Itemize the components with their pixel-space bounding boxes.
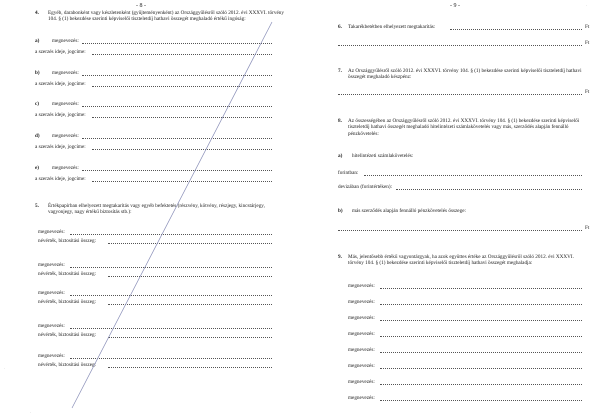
item-sub-label: névérték, biztosítási összeg:: [38, 362, 97, 368]
section-6-fill-line: [450, 29, 582, 30]
section-8b-fill-line: [338, 230, 582, 231]
item-letter: b): [35, 70, 40, 76]
fill-line: [380, 336, 582, 337]
item-label: megnevezés:: [52, 165, 79, 171]
item-label: megnevezés:: [348, 315, 375, 321]
fill-line: [380, 384, 582, 385]
item-label: megnevezés:: [38, 353, 65, 359]
section-7-number: 7.: [338, 68, 342, 74]
section-5-number: 5.: [35, 203, 39, 209]
item-label: megnevezés:: [52, 38, 79, 44]
fill-line: [380, 368, 582, 369]
page-number: - 9 -: [450, 3, 460, 9]
section-5-title: Értékpapírban elhelyezett megtakarítás vagy egyéb befektetés (részvény, kötvény, részjegy, kincstárjegy, vagyonjegy, nagy értékű biztosítás stb.):: [48, 203, 265, 216]
item-letter: e): [35, 165, 40, 171]
section-8-number: 8.: [338, 118, 342, 124]
item-label: megnevezés:: [348, 331, 375, 337]
section-9-number: 9.: [338, 254, 342, 260]
item-label: megnevezés:: [38, 290, 65, 296]
page-number: - 8 -: [136, 3, 146, 9]
section-8b-title: más szerződés alapján fennálló pénzkövetelés összege:: [352, 208, 466, 214]
currency-unit: Ft: [585, 40, 590, 46]
margin-mark: ·: [4, 366, 6, 371]
item-label: megnevezés:: [38, 262, 65, 268]
fill-line: [380, 288, 582, 289]
item-label: megnevezés:: [348, 347, 375, 353]
margin-mark: ·: [586, 3, 588, 8]
item-label: megnevezés:: [348, 283, 375, 289]
section-7-title: Az Országgyűlésről szóló 2012. évi XXXVI. törvény 104. § (1) bekezdése szerinti képviselői tiszteletdíj hathavi összegét meghaladó készpénz:: [348, 68, 582, 81]
section-8b-letter: b): [338, 208, 343, 214]
right-page: [300, 0, 600, 420]
fill-line: [380, 320, 582, 321]
item-sub-label: névérték, biztosítási összeg:: [38, 299, 97, 305]
margin-mark: ·: [30, 410, 32, 415]
section-9-title: Más, jelentősebb értékű vagyontárgyak, ha azok együttes értéke az Országgyűlésről szóló 2012. évi XXXVI. törvény 104. § (1) bekezdése szerinti képviselői tiszteletdíj hathavi összegét meghaladja:: [348, 254, 574, 267]
item-label: megnevezés:: [52, 101, 79, 107]
section-4-title: Egyéb, darabonként vagy készletenként (gyűjteményenként) az Országgyűlésről szóló 2012. évi XXXVI. törvény 104. § (1) bekezdése szerinti képviselői tiszteletdíj hathavi összegét meghaladó értékű ingóság:: [48, 10, 284, 23]
item-sub-label: a szerzés ideje, jogcíme:: [35, 144, 86, 150]
item-letter: c): [35, 101, 40, 107]
item-sub-label: a szerzés ideje, jogcíme:: [35, 112, 86, 118]
fill-line: [380, 352, 582, 353]
item-sub-label: névérték, biztosítási összeg:: [38, 332, 97, 338]
forint-label: forintban:: [338, 170, 359, 176]
section-7-fill-line: [338, 94, 582, 95]
section-8-title: Az összességében az Országgyűlésről szóló 2012. évi XXXVI. törvény 104. § (1) bekezdése szerinti képviselői tiszteletdíj hathavi összegét meghaladó hitelintézeti számlakövetelés vagy más, szerződés alapján fennálló pénzkövetelés:: [348, 118, 580, 137]
item-label: megnevezés:: [52, 133, 79, 139]
currency-unit: Ft: [585, 89, 590, 95]
section-6-fill-line-2: [338, 45, 582, 46]
item-sub-label: a szerzés ideje, jogcíme:: [35, 49, 86, 55]
item-sub-label: a szerzés ideje, jogcíme:: [35, 176, 86, 182]
fill-line: [380, 304, 582, 305]
item-sub-label: a szerzés ideje, jogcíme:: [35, 81, 86, 87]
item-label: megnevezés:: [348, 379, 375, 385]
item-sub-label: névérték, biztosítási összeg:: [38, 271, 97, 277]
fill-line: [380, 400, 582, 401]
currency-unit: Ft: [585, 225, 590, 231]
forint-fill-line: [364, 175, 582, 176]
item-label: megnevezés:: [38, 323, 65, 329]
deviza-fill-line: [396, 189, 582, 190]
section-6-title: Takarékbetétben elhelyezett megtakarítás:: [348, 24, 436, 30]
section-8a-title: hitelintézeti számlakövetelés:: [352, 153, 414, 159]
deviza-label: devizában (forintértéken):: [338, 184, 393, 190]
item-label: megnevezés:: [348, 299, 375, 305]
item-label: megnevezés:: [348, 395, 375, 401]
item-label: megnevezés:: [52, 70, 79, 76]
currency-unit: Ft: [585, 24, 590, 30]
item-letter: d): [35, 133, 40, 139]
item-label: megnevezés:: [348, 363, 375, 369]
section-4-number: 4.: [35, 10, 39, 16]
item-letter: a): [35, 38, 40, 44]
section-8a-letter: a): [338, 153, 343, 159]
item-sub-label: névérték, biztosítási összeg:: [38, 238, 97, 244]
section-6-number: 6.: [338, 24, 342, 30]
item-label: megnevezés:: [38, 229, 65, 235]
